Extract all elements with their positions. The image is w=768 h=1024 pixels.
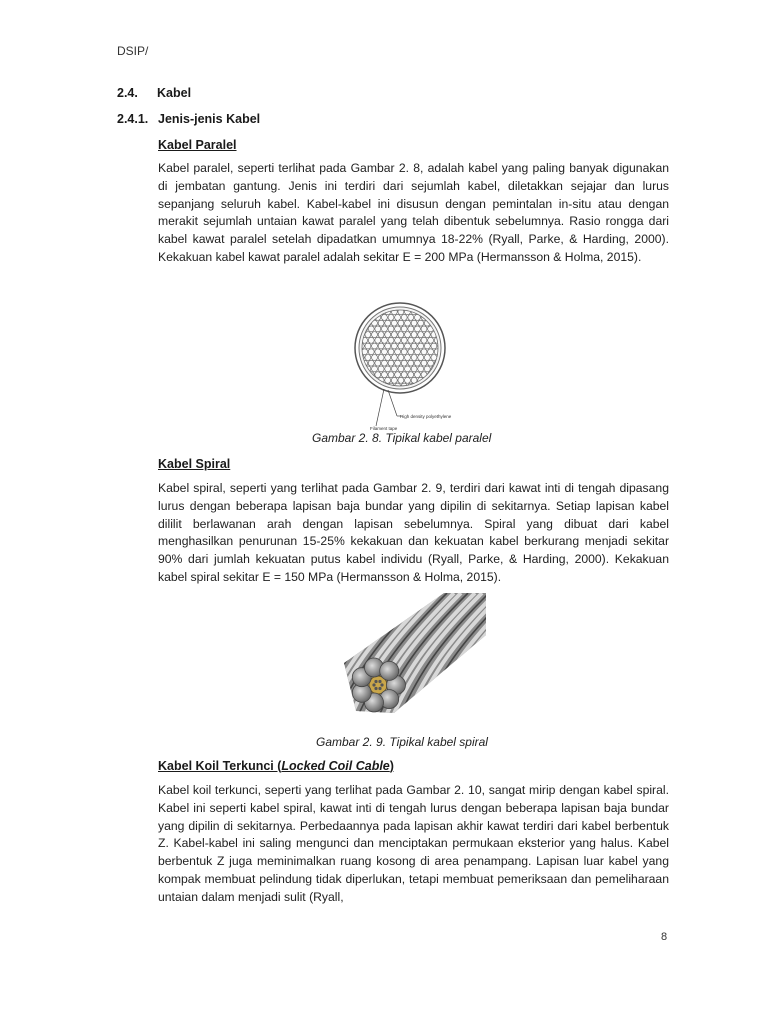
paralel-heading: Kabel Paralel (158, 138, 237, 152)
wire-circle (441, 303, 447, 309)
wire-circle (405, 377, 411, 383)
wire-circle (398, 366, 404, 372)
wire-circle (428, 383, 434, 389)
wire-circle (381, 314, 387, 320)
wire-circle (405, 366, 411, 372)
wire-circle (381, 360, 387, 366)
locked-coil-heading (158, 759, 394, 773)
wire-circle (388, 326, 394, 332)
core-wire (378, 680, 381, 683)
wire-circle (421, 337, 427, 343)
wire-circle (431, 343, 437, 349)
wire-circle (388, 337, 394, 343)
wire-circle (421, 349, 427, 355)
wire-circle (414, 349, 420, 355)
page-number: 8 (661, 931, 668, 943)
wire-circle (375, 326, 381, 332)
wire-circle (365, 343, 371, 349)
core-wire (374, 687, 377, 690)
wire-circle (408, 337, 414, 343)
wire-circle (411, 320, 417, 326)
subsection-title: Jenis-jenis Kabel (158, 112, 261, 126)
helix-strand (336, 593, 349, 718)
wire-circle (438, 389, 444, 395)
wire-circle (391, 366, 397, 372)
wire-circle (401, 372, 407, 378)
wire-circle (418, 332, 424, 338)
wire-circle (355, 383, 361, 389)
wire-circle (385, 332, 391, 338)
wire-circle (438, 377, 444, 383)
wire-circle (362, 303, 368, 309)
locked-coil-title-italic: Locked Coil Cable (281, 759, 390, 773)
wire-circle (411, 332, 417, 338)
wire-circle (438, 309, 444, 315)
wire-circle (411, 354, 417, 360)
wire-circle (405, 354, 411, 360)
locked-coil-paragraph: Kabel koil terkunci, seperti yang terlihat pada Gambar 2. 10, sangat mirip dengan kabel spiral. Kabel ini seperti kabel spiral, kawat inti di tengah lurus dengan beberapa lapisan baja bundar yang dipilin di sekitarnya. Perbedaannya pada lapisan akhir kawat terdiri dari kabel berbentuk Z. Kabel-kabel ini saling mengunci dan menciptakan permukaan eksterior yang halus. Kabel berbentuk Z juga meminimalkan ruang kosong di area penampang. Lapisan luar kabel yang kompak membuat pelindung tidak diperlukan, tetapi membuat pemeriksaan dan pemeliharaan untaian dalam menjadi sulit (Ryall, (158, 783, 669, 904)
helix-strand (336, 593, 356, 718)
wire-circle (391, 343, 397, 349)
wire-circle (385, 366, 391, 372)
wire-circle (428, 349, 434, 355)
wire-circle (414, 360, 420, 366)
helix-strand (336, 593, 342, 718)
paralel-paragraph: Kabel paralel, seperti terlihat pada Gambar 2. 8, adalah kabel yang paling banyak digunakan di jembatan gantung. Jenis ini terdiri dari sejumlah kabel, diletakkan sejajar dan lurus sepanjang seluruh kabel. Kabel-kabel ini disusun dengan pemintalan in-situ atau dengan merakit sejumlah untaian kawat paralel yang telah dibentuk sebelumnya. Rasio rongga dari kabel kawat paralel setelah dipadatkan umumnya 18-22% (Ryall, Parke, & Harding, 2000). Kekakuan kabel kawat paralel adalah sekitar E = 200 MPa (Hermansson & Holma, 2015). (158, 161, 669, 264)
wire-circle (368, 349, 374, 355)
wire-circle (401, 360, 407, 366)
wire-circle (381, 349, 387, 355)
wire-circle (431, 309, 437, 315)
wire-circle (368, 303, 374, 309)
wire-circle (391, 332, 397, 338)
wire-circle (411, 343, 417, 349)
wire-circle (395, 337, 401, 343)
spiral-paragraph: Kabel spiral, seperti yang terlihat pada Gambar 2. 9, terdiri dari kawat inti di tengah dipasang lurus dengan beberapa lapisan baja bundar yang dipilin di sekitarnya. Setiap lapisan kabel dililit berlawanan arah dengan lapisan sebelumnya. Spiral yang dibuat dari kabel menghasilkan penurunan 15-25% kekakuan dan kekuatan kabel berkurang menjadi sekitar 90% dari jumlah kekuatan putus kabel individu (Ryall, Parke, & Harding, 2000). Kekakuan kabel spiral sekitar E = 150 MPa (Hermansson & Holma, 2015). (158, 481, 669, 584)
wire-circle (395, 372, 401, 378)
wire-circle (391, 354, 397, 360)
wire-circle (405, 320, 411, 326)
wire-circle (365, 389, 371, 395)
subsection-number: 2.4.1. (117, 112, 149, 126)
wire-circle (414, 372, 420, 378)
wire-circle (362, 383, 368, 389)
wire-circle (418, 320, 424, 326)
wire-circle (385, 354, 391, 360)
wire-circle (358, 377, 364, 383)
figure-2-8-caption: Gambar 2. 8. Tipikal kabel paralel (312, 431, 492, 445)
wire-circle (395, 314, 401, 320)
wire-circle (358, 389, 364, 395)
wire-circle (401, 326, 407, 332)
wire-circle (391, 320, 397, 326)
wire-circle (375, 360, 381, 366)
wire-circle (424, 332, 430, 338)
wire-circle (424, 343, 430, 349)
core-wire (380, 683, 383, 686)
wire-circle (398, 332, 404, 338)
wire-circle (378, 343, 384, 349)
wire-circle (408, 372, 414, 378)
wire-circle (372, 343, 378, 349)
wire-circle (372, 354, 378, 360)
wire-circle (391, 377, 397, 383)
wire-circle (358, 309, 364, 315)
wire-circle (428, 360, 434, 366)
wire-circle (411, 366, 417, 372)
wire-circle (408, 360, 414, 366)
wire-circle (424, 389, 430, 395)
wire-circle (372, 332, 378, 338)
wire-circle (401, 337, 407, 343)
locked-coil-title-prefix: Kabel Koil Terkunci ( (158, 759, 282, 773)
wire-circle (375, 372, 381, 378)
wire-circle (405, 343, 411, 349)
wire-circle (355, 372, 361, 378)
filament-tape-label: Filament tape (370, 426, 398, 431)
wire-circle (395, 360, 401, 366)
wire-circle (421, 360, 427, 366)
wire-circle (418, 354, 424, 360)
wire-circle (401, 349, 407, 355)
wire-circle (431, 389, 437, 395)
wire-circle (388, 360, 394, 366)
wire-circle (441, 383, 447, 389)
wire-circle (365, 354, 371, 360)
wire-circle (414, 326, 420, 332)
wire-circle (428, 337, 434, 343)
wire-circle (355, 303, 361, 309)
section-number: 2.4. (117, 86, 138, 100)
wire-circle (388, 349, 394, 355)
wire-circle (441, 314, 447, 320)
wire-circle (408, 314, 414, 320)
subsection-heading (117, 112, 260, 126)
core-wire (372, 683, 375, 686)
wire-circle (385, 320, 391, 326)
wire-circle (368, 360, 374, 366)
spiral-cable-figure (336, 593, 486, 718)
core-wire (378, 687, 381, 690)
wire-circle (381, 337, 387, 343)
wire-circle (421, 326, 427, 332)
spiral-heading: Kabel Spiral (158, 457, 231, 471)
wire-circle (375, 349, 381, 355)
wire-circle (385, 343, 391, 349)
wire-circle (414, 337, 420, 343)
outer-strand (380, 661, 399, 680)
locked-coil-title-suffix: ) (389, 759, 394, 773)
wire-circle (395, 349, 401, 355)
wire-circle (398, 320, 404, 326)
wire-circle (405, 332, 411, 338)
wire-circle (401, 314, 407, 320)
wire-circle (378, 354, 384, 360)
wire-circle (418, 343, 424, 349)
wire-circle (372, 389, 378, 395)
wire-circle (378, 332, 384, 338)
wire-circle (418, 366, 424, 372)
wire-circle (428, 303, 434, 309)
section-title: Kabel (157, 86, 192, 100)
section-heading (117, 86, 191, 100)
document-header: DSIP/ (117, 44, 149, 58)
wire-circle (434, 303, 440, 309)
wire-circle (355, 314, 361, 320)
wire-circle (365, 332, 371, 338)
core-wire (374, 680, 377, 683)
wire-circle (408, 326, 414, 332)
wire-circle (398, 354, 404, 360)
wire-circle (388, 372, 394, 378)
wire-circle (368, 326, 374, 332)
wire-circle (381, 326, 387, 332)
wire-circle (434, 383, 440, 389)
parallel-cable-figure (340, 296, 490, 432)
wire-circle (424, 354, 430, 360)
wire-circle (395, 326, 401, 332)
wire-circle (368, 337, 374, 343)
wire-circle (398, 343, 404, 349)
wire-circle (385, 377, 391, 383)
hdpe-label: High density polyethylene (400, 414, 452, 419)
wire-circle (381, 372, 387, 378)
wire-circle (375, 337, 381, 343)
wire-circle (441, 372, 447, 378)
figure-2-9-caption: Gambar 2. 9. Tipikal kabel spiral (316, 735, 488, 749)
wire-circle (408, 349, 414, 355)
wire-circle (372, 366, 378, 372)
wire-circle (388, 314, 394, 320)
wire-circle (378, 366, 384, 372)
wire-circle (424, 366, 430, 372)
wire-circle (378, 320, 384, 326)
wire-circle (398, 377, 404, 383)
